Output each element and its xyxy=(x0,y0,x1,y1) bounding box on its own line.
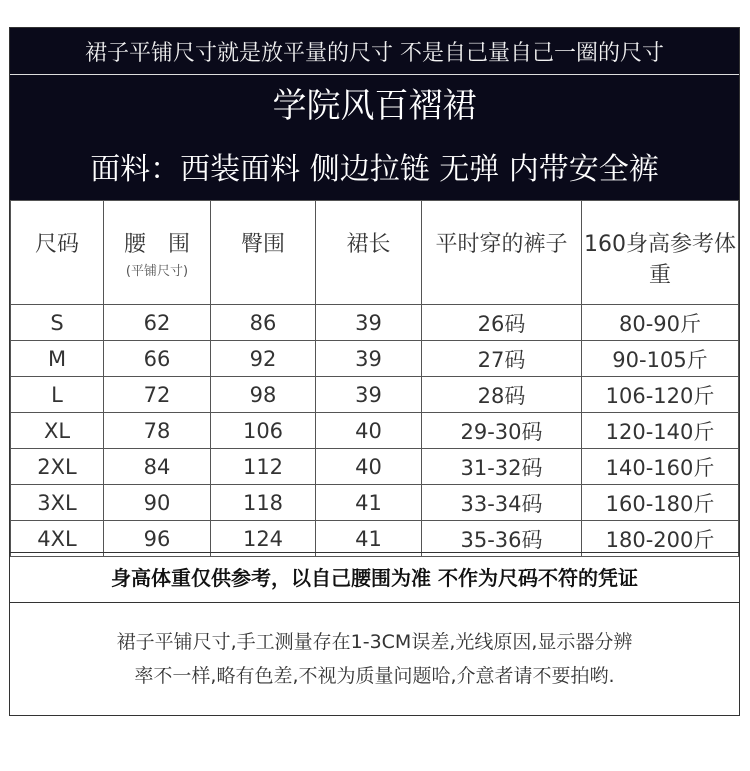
table-row xyxy=(11,413,739,449)
cell-length: 41 xyxy=(316,521,422,557)
cell-pants-size: 28码 xyxy=(422,377,582,413)
cell-pants-size: 33-34码 xyxy=(422,485,582,521)
cell-hip: 106 xyxy=(211,413,316,449)
cell-length: 39 xyxy=(316,377,422,413)
footnote-line-2: 率不一样,略有色差,不视为质量问题哈,介意者请不要拍哟. xyxy=(134,665,615,687)
cell-hip: 118 xyxy=(211,485,316,521)
col-header-waist: 腰 围 (平铺尺寸) xyxy=(104,201,211,305)
cell-waist: 78 xyxy=(104,413,211,449)
fabric-info: 面料：西装面料 侧边拉链 无弹 内带安全裤 xyxy=(90,152,659,187)
product-title: 学院风百褶裙 xyxy=(272,86,477,126)
table-row xyxy=(11,449,739,485)
cell-hip: 112 xyxy=(211,449,316,485)
cell-waist: 72 xyxy=(104,377,211,413)
cell-pants-size: 29-30码 xyxy=(422,413,582,449)
cell-hip: 92 xyxy=(211,341,316,377)
col-header-length: 裙长 xyxy=(316,201,422,305)
cell-hip: 98 xyxy=(211,377,316,413)
cell-weight: 106-120斤 xyxy=(582,377,739,413)
cell-weight: 90-105斤 xyxy=(582,341,739,377)
cell-size: 2XL xyxy=(11,449,104,485)
cell-pants-size: 35-36码 xyxy=(422,521,582,557)
cell-hip: 124 xyxy=(211,521,316,557)
table-row xyxy=(11,377,739,413)
cell-weight: 80-90斤 xyxy=(582,305,739,341)
cell-waist: 62 xyxy=(104,305,211,341)
cell-size: S xyxy=(11,305,104,341)
cell-size: M xyxy=(11,341,104,377)
chart-header xyxy=(10,28,739,200)
cell-size: 3XL xyxy=(11,485,104,521)
cell-size: XL xyxy=(11,413,104,449)
disclaimer: 身高体重仅供参考，以自己腰围为准 不作为尺码不符的凭证 xyxy=(10,552,739,603)
cell-length: 39 xyxy=(316,305,422,341)
table-header-row xyxy=(11,201,739,305)
cell-waist: 66 xyxy=(104,341,211,377)
cell-hip: 86 xyxy=(211,305,316,341)
cell-pants-size: 27码 xyxy=(422,341,582,377)
measurement-note: 裙子平铺尺寸就是放平量的尺寸 不是自己量自己一圈的尺寸 xyxy=(10,34,739,75)
size-chart xyxy=(9,27,740,716)
cell-size: 4XL xyxy=(11,521,104,557)
size-table xyxy=(10,200,739,557)
cell-weight: 140-160斤 xyxy=(582,449,739,485)
col-header-size: 尺码 xyxy=(11,201,104,305)
col-header-hip: 臀围 xyxy=(211,201,316,305)
footnote xyxy=(10,602,739,715)
table-row xyxy=(11,341,739,377)
cell-size: L xyxy=(11,377,104,413)
footnote-line-1: 裙子平铺尺寸,手工测量存在1-3CM误差,光线原因,显示器分辨 xyxy=(116,631,633,653)
cell-length: 40 xyxy=(316,413,422,449)
cell-length: 39 xyxy=(316,341,422,377)
col-header-pants-size: 平时穿的裤子 xyxy=(422,201,582,305)
cell-waist: 84 xyxy=(104,449,211,485)
cell-waist: 96 xyxy=(104,521,211,557)
cell-length: 40 xyxy=(316,449,422,485)
waist-subnote: (平铺尺寸) xyxy=(125,264,189,279)
cell-waist: 90 xyxy=(104,485,211,521)
cell-weight: 120-140斤 xyxy=(582,413,739,449)
cell-pants-size: 31-32码 xyxy=(422,449,582,485)
cell-weight: 180-200斤 xyxy=(582,521,739,557)
cell-weight: 160-180斤 xyxy=(582,485,739,521)
col-header-weight: 160身高参考体重 xyxy=(582,201,739,305)
cell-pants-size: 26码 xyxy=(422,305,582,341)
table-row xyxy=(11,305,739,341)
table-row xyxy=(11,485,739,521)
cell-length: 41 xyxy=(316,485,422,521)
